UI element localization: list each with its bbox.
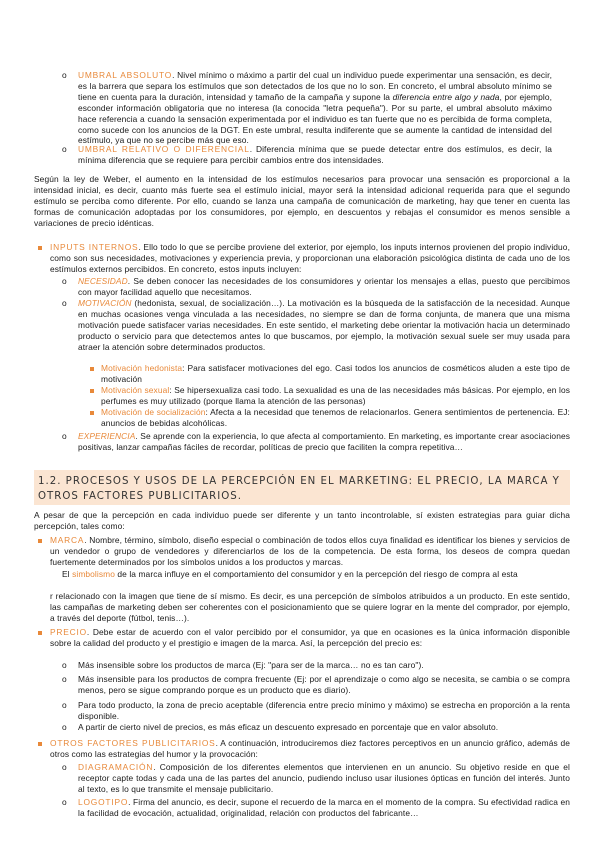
- umbral-absoluto-item: UMBRAL ABSOLUTO. Nivel mínimo o máximo a partir del cual un individuo puede experimentar una sensación, es decir, es la barrera que separa los estímulos que son detectados de los que no lo son. En concreto, el umbral absoluto mínimo se tiene en cuenta para la duración, intensidad y tamaño de la campaña y supone la diferencia entre algo y nada, por ejemplo, esconder información obligatoria que no interesa (la conocida "letra pequeña"). Por su parte, el umbral absoluto máximo hace referencia a cuando la sensación experimentada por el individuo es tan fuerte que no es percibida de forma completa, como sucede con los anuncios de la DGT. En este umbral, resulta indiferente que se aumente la cantidad de intensidad del estímulo, ya que no se percibe más que eso.: [78, 70, 553, 146]
- marca-continuacion: r relacionado con la imagen que tiene de sí mismo. Es decir, es una percepción de símbolos atribuidos a un producto. En este sentido, las campañas de marketing deben ser coherentes con el posicionamiento que se quiere lograr en la mente del comprador, por ejemplo, a través del deporte (fútbol, tenis…).: [50, 591, 570, 623]
- umbral-relativo-item: UMBRAL RELATIVO O DIFERENCIAL. Diferencia mínima que se puede detectar entre dos estímulos, es decir, la mínima diferencia que se requiere para percibir cambios entre dos intensidades.: [78, 144, 552, 165]
- bullet-square: [38, 742, 42, 746]
- umbral-absoluto-term: UMBRAL ABSOLUTO: [78, 70, 173, 80]
- bullet-circle: o: [62, 660, 67, 670]
- bullet-circle: o: [62, 762, 67, 772]
- motivacion-socializacion-item: Motivación de socialización: Afecta a la necesidad que tenemos de relacionarlos. Genera sentimientos de pertenencia. EJ: anuncios de bebidas alcohólicas.: [101, 407, 570, 428]
- bullet-circle: o: [62, 298, 67, 308]
- motivacion-term: MOTIVACIÓN: [78, 298, 132, 308]
- weber-paragraph: Según la ley de Weber, el aumento en la intensidad de los estímulos necesarios para provocar una sensación es proporcional a la intensidad inicial, es decir, cuanto más fuerte sea el estímulo inicial, mayor será la intensidad adicional requerida para que el segundo estímulo se perciba como diferente. Por ello, cuando se lanza una campaña de comunicación de marketing, hay que tener en cuenta las formas de comunicación adoptadas por los consumidores, por ejemplo, en descuentos y rebajas el consumidor es menos sensible a variaciones de precio idénticas.: [34, 174, 570, 228]
- bullet-square: [90, 389, 94, 393]
- experiencia-item: EXPERIENCIA. Se aprende con la experiencia, lo que afecta al comportamiento. En marketing, es importante crear asociaciones positivas, lanzar campañas fáciles de recordar, políticas de precio que faciliten la compra repetitiva…: [78, 431, 570, 452]
- precio-item: PRECIO. Debe estar de acuerdo con el valor percibido por el consumidor, ya que en ocasiones es la única información disponible sobre la calidad del producto y el prestigio e imagen de la marca. Así, la percepción del precio es:: [50, 627, 570, 648]
- bullet-circle: o: [62, 431, 67, 441]
- precio-subitem: Más insensible para los productos de compra frecuente (Ej: por el aprendizaje o como algo se necesita, se cambia o se compra menos, pero se sigue comprando porque es un producto que es diario).: [78, 674, 570, 695]
- bullet-circle: o: [62, 70, 67, 80]
- inputs-internos-item: INPUTS INTERNOS. Ello todo lo que se percibe proviene del exterior, por ejemplo, los inputs internos provienen del propio individuo, como son sus necesidades, motivaciones y experiencia previa, y proporcionan una elaboración psicológica distinta de cada uno de los estímulos externos percibidos. En concreto, estos inputs incluyen:: [50, 242, 570, 274]
- bullet-circle: o: [62, 722, 67, 732]
- experiencia-term: EXPERIENCIA: [78, 431, 136, 441]
- diagramacion-term: DIAGRAMACIÓN: [78, 762, 154, 772]
- inputs-internos-term: INPUTS INTERNOS: [50, 242, 139, 252]
- bullet-square: [38, 631, 42, 635]
- marca-simbolismo: El simbolismo de la marca influye en el comportamiento del consumidor y en la percepción del riesgo de compra al esta: [62, 569, 518, 579]
- motivacion-item: MOTIVACIÓN (hedonista, sexual, de socialización…). La motivación es la búsqueda de la satisfacción de la necesidad. Aunque en muchas ocasiones venga vinculada a las necesidades, no siempre se dan de forma conjunta, de manera que una misma motivación puede satisfacer varias necesidades. En este sentido, el marketing debe orientar la motivación hacia un determinado producto o servicio para que detectemos antes lo que buscamos, por ejemplo, la motivación sexual suele ser muy usada para atraer la atención sobre determinados productos.: [78, 298, 570, 352]
- section-heading: 1.2. PROCESOS Y USOS DE LA PERCEPCIÓN EN EL MARKETING: EL PRECIO, LA MARCA Y OTROS FACTORES PUBLICITARIOS.: [34, 470, 570, 505]
- precio-term: PRECIO: [50, 627, 87, 637]
- intro-paragraph: A pesar de que la percepción en cada individuo puede ser diferente y un tanto incontrolable, sí existen estrategias para guiar dicha percepción, tales como:: [34, 510, 570, 531]
- diagramacion-item: DIAGRAMACIÓN. Composición de los diferentes elementos que intervienen en un anuncio. Su objetivo reside en que el receptor capte todas y cada una de las partes del anuncio, pudiendo incluso usar ilusiones ópticas en función del interés. Junto al texto, es lo que transmite el mensaje publicitario.: [78, 762, 570, 794]
- logotipo-item: LOGOTIPO. Firma del anuncio, es decir, supone el recuerdo de la marca en el momento de la compra. Su efectividad radica en la facilidad de evocación, actualidad, originalidad, relación con productos del fabricante…: [78, 797, 570, 818]
- necesidad-term: NECESIDAD: [78, 276, 128, 286]
- bullet-circle: o: [62, 276, 67, 286]
- bullet-square: [38, 246, 42, 250]
- precio-subitem: Para todo producto, la zona de precio aceptable (diferencia entre precio mínimo y máximo) se estrecha en proporción a la renta disponible.: [78, 700, 570, 721]
- bullet-circle: o: [62, 700, 67, 710]
- motivacion-sexual-item: Motivación sexual: Se hipersexualiza casi todo. La sexualidad es una de las necesidades más básicas. Por ejemplo, en los perfumes es muy utilizado (porque llama la atención de las personas): [101, 385, 570, 406]
- bullet-circle: o: [62, 144, 67, 154]
- bullet-square: [90, 367, 94, 371]
- bullet-circle: o: [62, 797, 67, 807]
- otros-factores-term: OTROS FACTORES PUBLICITARIOS: [50, 738, 216, 748]
- logotipo-term: LOGOTIPO: [78, 797, 129, 807]
- otros-factores-item: OTROS FACTORES PUBLICITARIOS. A continuación, introduciremos diez factores perceptivos en un anuncio gráfico, además de otros como las estrategias del humor y la provocación:: [50, 738, 571, 759]
- motivacion-hedonista-item: Motivación hedonista: Para satisfacer motivaciones del ego. Casi todos los anuncios de cosméticos aluden a este tipo de motivación: [101, 363, 570, 384]
- precio-subitem: A partir de cierto nivel de precios, es más eficaz un descuento expresado en porcentaje que en valor absoluto.: [78, 722, 499, 732]
- marca-term: MARCA: [50, 535, 85, 545]
- necesidad-item: NECESIDAD. Se deben conocer las necesidades de los consumidores y orientar los mensajes a ellas, puesto que percibimos con mayor facilidad aquello que necesitamos.: [78, 276, 570, 297]
- bullet-square: [38, 539, 42, 543]
- precio-subitem: Más insensible sobre los productos de marca (Ej: "para ser de la marca… no es tan caro").: [78, 660, 424, 670]
- bullet-circle: o: [62, 674, 67, 684]
- bullet-square: [90, 411, 94, 415]
- umbral-relativo-term: UMBRAL RELATIVO O DIFERENCIAL: [78, 144, 250, 154]
- marca-item: MARCA. Nombre, término, símbolo, diseño especial o combinación de todos ellos cuya finalidad es identificar los bienes y servicios de un vendedor o grupo de vendedores y diferenciarlos de los de la competencia. De esta forma, los deseos de compra quedan fuertemente determinados por los símbolos unidos a los productos y marcas.: [50, 535, 570, 567]
